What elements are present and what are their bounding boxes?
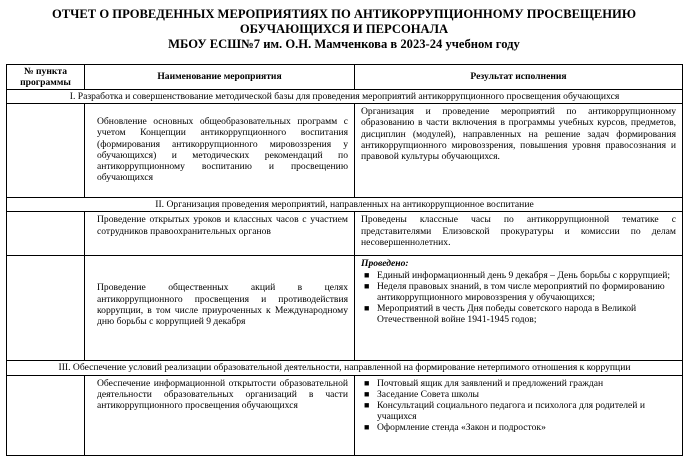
report-title bbox=[0, 7, 688, 52]
list-item: ■ Единый информационный день 9 декабря – День борьбы с коррупцией; bbox=[364, 269, 671, 281]
bullet-icon: ■ bbox=[364, 400, 370, 411]
header-row bbox=[7, 65, 683, 90]
list-item: ■ Неделя правовых знаний, в том числе мероприятий по формированию антикоррупционного мировоззрения у обучающихся; bbox=[364, 280, 665, 304]
bullet-icon: ■ bbox=[364, 377, 370, 388]
bullet-icon: ■ bbox=[364, 280, 370, 291]
section-row bbox=[7, 90, 683, 104]
list-item: ■ Консультаций социального педагога и психолога для родителей и учащихся bbox=[364, 400, 645, 423]
bullet-icon: ■ bbox=[364, 303, 370, 314]
bullet-icon: ■ bbox=[364, 269, 370, 280]
table-row bbox=[7, 104, 683, 198]
list-item: ■ Оформление стенда «Закон и подросток» bbox=[364, 422, 546, 434]
header-result: Результат исполнения bbox=[355, 65, 683, 90]
bullet-icon: ■ bbox=[364, 422, 370, 433]
result-cell: Проведены классные часы по антикоррупционной тематике с представителями Елизовской прокуратуры и комиссии по делам несовершеннолетних. bbox=[355, 212, 683, 256]
result-heading: Проведено: bbox=[361, 258, 409, 270]
activity-cell: Проведение общественных акций в целях антикоррупционного просвещения и противодействия коррупции, в том числе приуроченных к Международному дню борьбы с коррупцией 9 декабря bbox=[85, 256, 355, 361]
table-row bbox=[7, 212, 683, 256]
list-item: ■ Почтовый ящик для заявлений и предложений граждан bbox=[364, 377, 604, 389]
result-list bbox=[361, 270, 676, 326]
section-title: I. Разработка и совершенствование методической базы для проведения мероприятий антикоррупционного просвещения обучающихся bbox=[7, 90, 683, 104]
bullet-icon: ■ bbox=[364, 388, 370, 399]
row-number bbox=[7, 104, 85, 198]
row-number bbox=[7, 256, 85, 361]
title-line-2: ОБУЧАЮЩИХСЯ И ПЕРСОНАЛА bbox=[239, 22, 449, 36]
section-row bbox=[7, 198, 683, 212]
activity-cell: Проведение открытых уроков и классных часов с участием сотрудников правоохранительных органов bbox=[85, 212, 355, 256]
title-line-1: ОТЧЕТ О ПРОВЕДЕННЫХ МЕРОПРИЯТИЯХ ПО АНТИКОРРУПЦИОННОМУ ПРОСВЕЩЕНИЮ bbox=[51, 7, 637, 21]
report-table bbox=[6, 64, 683, 456]
title-line-3: МБОУ ЕСШ№7 им. О.Н. Мамченкова в 2023-24 учебном году bbox=[168, 37, 520, 51]
section-row bbox=[7, 361, 683, 375]
section-title: III. Обеспечение условий реализации образовательной деятельности, направленной на формирование нетерпимого отношения к коррупции bbox=[7, 361, 683, 375]
header-name: Наименование мероприятия bbox=[85, 65, 355, 90]
result-cell bbox=[355, 256, 683, 361]
result-cell bbox=[355, 375, 683, 455]
section-title: II. Организация проведения мероприятий, направленных на антикоррупционное воспитание bbox=[7, 198, 683, 212]
list-item: ■ Мероприятий в честь Дня победы советского народа в Великой Отечественной войне 1941-1945 годов; bbox=[364, 303, 637, 326]
header-num: № пункта программы bbox=[7, 65, 85, 90]
result-cell: Организация и проведение мероприятий по антикоррупционному образованию в части включения в программы учебных курсов, предметов, дисциплин (модулей), направленных на решение задач формирования антикоррупционного мировоззрения, повышения уровня правосознания и правовой культуры обучающихся. bbox=[355, 104, 683, 198]
row-number bbox=[7, 212, 85, 256]
table-row bbox=[7, 256, 683, 361]
row-number bbox=[7, 375, 85, 455]
activity-cell: Обеспечение информационной открытости образовательной деятельности образовательных организаций в части антикоррупционного просвещения обучающихся bbox=[85, 375, 355, 455]
activity-cell: Обновление основных общеобразовательных программ с учетом Концепции антикоррупционного воспитания (формирования антикоррупционного мировоззрения у обучающихся) и методических рекомендаций по антикоррупционному воспитанию и просвещению обучающихся bbox=[85, 104, 355, 198]
table-row bbox=[7, 375, 683, 455]
result-list bbox=[361, 378, 676, 434]
list-item: ■ Заседание Совета школы bbox=[364, 388, 479, 400]
